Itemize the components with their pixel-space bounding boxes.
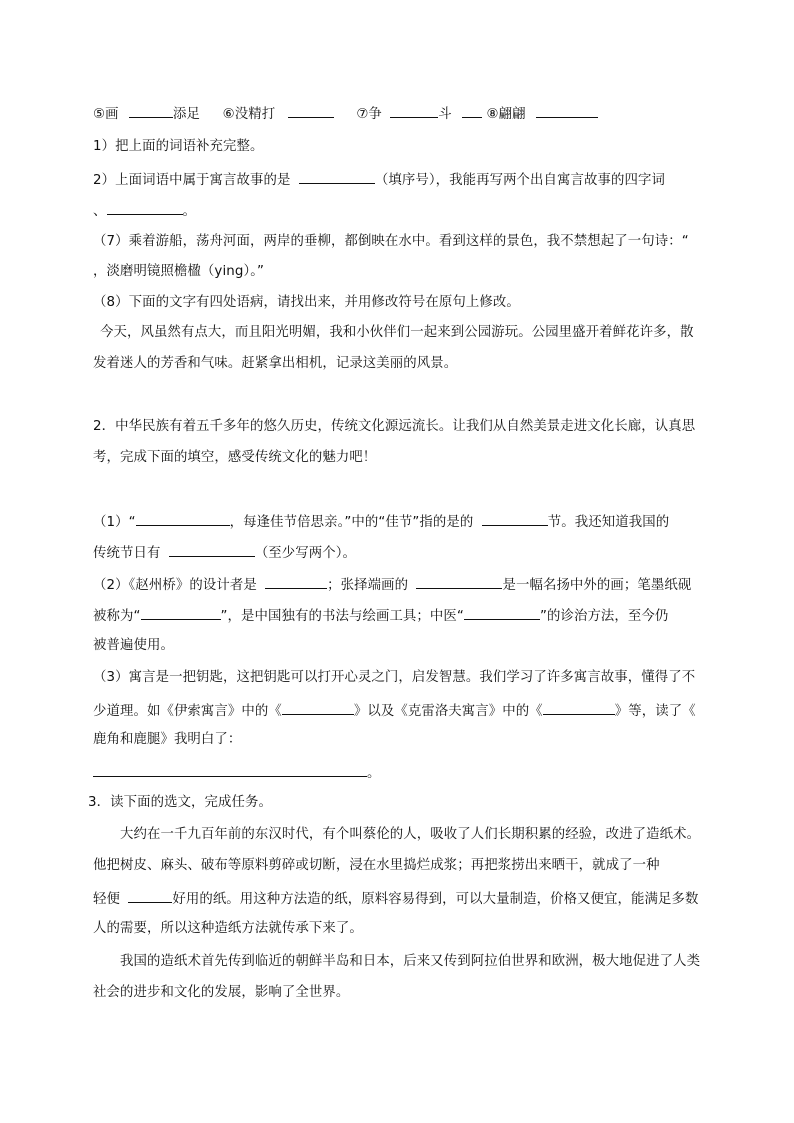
q2-sub2-text-e: ”，是中国独有的书法与绘画工具；中医“ [220, 609, 464, 624]
q2-sub2-text-b: ；张择端画的 [327, 578, 409, 593]
q2-sub3-text-d: 。 [367, 766, 381, 781]
q2-sub1-text-e: （至少写两个）。 [254, 546, 357, 561]
q2-sub2-text-a: （2）《赵州桥》的设计者是 [93, 578, 257, 593]
blank-idiom-5[interactable] [129, 104, 173, 118]
q2-intro-2: 考，完成下面的填空，感受传统文化的魅力吧！ [93, 450, 377, 465]
q2-sub3-text-a: 少道理。如《伊索寓言》中的《 [93, 704, 282, 719]
idiom-7-mid: 斗 [438, 107, 452, 122]
q2-sub3-answer [93, 763, 381, 783]
q1-sub7: （7）乘着游船，荡舟河面，两岸的垂柳，都倒映在水中。看到这样的景色，我不禁想起了一句诗：“ [93, 234, 689, 249]
q1-sub8-para-1: 今天，风虽然有点大，而且阳光明媚，我和小伙伴们一起来到公园游玩。公园里盛开着鲜花许多，散 [100, 325, 694, 340]
q2-sub1-text-c: 节。我还知道我国的 [547, 515, 670, 530]
idiom-8: ⑧翩翩 [486, 107, 526, 122]
q1-sub2-cont [93, 201, 196, 221]
q2-sub1 [93, 512, 669, 532]
idiom-7: ⑦争 [356, 107, 382, 122]
q2-sub3-cont2: 鹿角和鹿腿》我明白了： [93, 732, 242, 747]
blank-painting[interactable] [416, 575, 502, 589]
blank-fable-numbers[interactable] [299, 170, 375, 184]
q2-sub3-text-b: 》以及《克雷洛夫寓言》中的《 [353, 704, 543, 719]
q3-para-6: 社会的进步和文化的发展，影响了全世界。 [93, 985, 350, 1000]
q3-para-1: 大约在一千九百年前的东汉时代，有个叫蔡伦的人，吸收了人们长期积累的经验，改进了造纸术。 [120, 827, 701, 842]
q1-sub8-para-2: 发着迷人的芳香和气味。赶紧拿出相机，记录这美丽的风景。 [93, 356, 458, 371]
q3-para-2: 他把树皮、麻头、破布等原料剪碎或切断，浸在水里捣烂成浆；再把浆捞出来晒干，就成了一种 [93, 858, 660, 873]
blank-idiom-7b[interactable] [462, 104, 482, 118]
blank-idiom-7a[interactable] [390, 104, 438, 118]
blank-aesop-fable[interactable] [282, 701, 354, 715]
q1-sub2-text-b: （填序号），我能再写两个出自寓言故事的四字词 [374, 173, 665, 188]
q2-sub2-text-c: 是一幅名扬中外的画；笔墨纸砚 [502, 578, 692, 593]
q2-sub3: （3）寓言是一把钥匙，这把钥匙可以打开心灵之门，启发智慧。我们学习了许多寓言故事，懂得了不 [93, 670, 696, 685]
idiom-6: ⑥没精打 [222, 107, 276, 122]
q2-sub3-text-c: 》等，读了《 [614, 704, 696, 719]
idiom-line [93, 104, 598, 124]
q3-para-3-text-a: 轻便 [93, 892, 120, 907]
q2-sub1-cont [93, 543, 356, 563]
q1-sub2-text-a: 2）上面词语中属于寓言故事的是 [93, 173, 291, 188]
blank-poem-line[interactable] [136, 512, 230, 526]
q2-sub2-cont [93, 606, 668, 626]
q3-para-4: 人的需要，所以这种造纸方法就传承下来了。 [93, 921, 363, 936]
q2-intro-1: 2．中华民族有着五千多年的悠久历史，传统文化源远流长。让我们从自然美景走进文化长廊，认真思 [93, 419, 696, 434]
q3-title: 3．读下面的选文，完成任务。 [88, 795, 272, 810]
q3-para-3-text-b: 好用的纸。用这种方法造的纸，原料容易得到，可以大量制造，价格又便宜，能满足多数 [172, 892, 699, 907]
q2-sub2-text-d: 被称为“ [93, 609, 141, 624]
idiom-5-suffix: 添足 [172, 107, 200, 122]
q2-sub2-end: 被普遍使用。 [93, 638, 174, 653]
blank-idiom-8[interactable] [536, 104, 598, 118]
q1-sub7-cont: ，淡磨明镜照檐楹（ying）。” [93, 264, 265, 279]
blank-tcm-method[interactable] [464, 606, 540, 620]
q1-sub8: （8）下面的文字有四处语病，请找出来，并用修改符号在原句上修改。 [93, 295, 520, 310]
q2-sub2 [93, 575, 691, 595]
blank-paper-quality[interactable] [128, 889, 172, 903]
q1-sub1: 1）把上面的词语补充完整。 [93, 139, 264, 154]
blank-lesson-learned[interactable] [93, 763, 367, 777]
q3-para-5: 我国的造纸术首先传到临近的朝鲜半岛和日本，后来又传到阿拉伯世界和欧洲，极大地促进了人类 [120, 954, 701, 969]
blank-fable-idioms[interactable] [107, 201, 183, 215]
idiom-5: ⑤画 [93, 107, 119, 122]
q2-sub1-text-b: ，每逢佳节倍思亲。”中的“佳节”指的是的 [229, 515, 474, 530]
q1-sub2 [93, 170, 665, 190]
blank-traditional-festivals[interactable] [169, 543, 255, 557]
blank-krylov-fable[interactable] [543, 701, 615, 715]
q1-sub2-text-d: 。 [182, 204, 196, 219]
blank-four-treasures[interactable] [141, 606, 221, 620]
q2-sub1-text-a: （1）“ [93, 515, 136, 530]
blank-festival[interactable] [482, 512, 548, 526]
q1-sub2-text-c: 、 [93, 204, 107, 219]
q2-sub3-cont [93, 701, 696, 721]
q3-para-3 [93, 889, 698, 909]
q2-sub1-text-d: 传统节日有 [93, 546, 161, 561]
blank-bridge-designer[interactable] [265, 575, 327, 589]
blank-idiom-6[interactable] [288, 104, 334, 118]
q2-sub2-text-f: ”的诊治方法，至今仍 [539, 609, 669, 624]
